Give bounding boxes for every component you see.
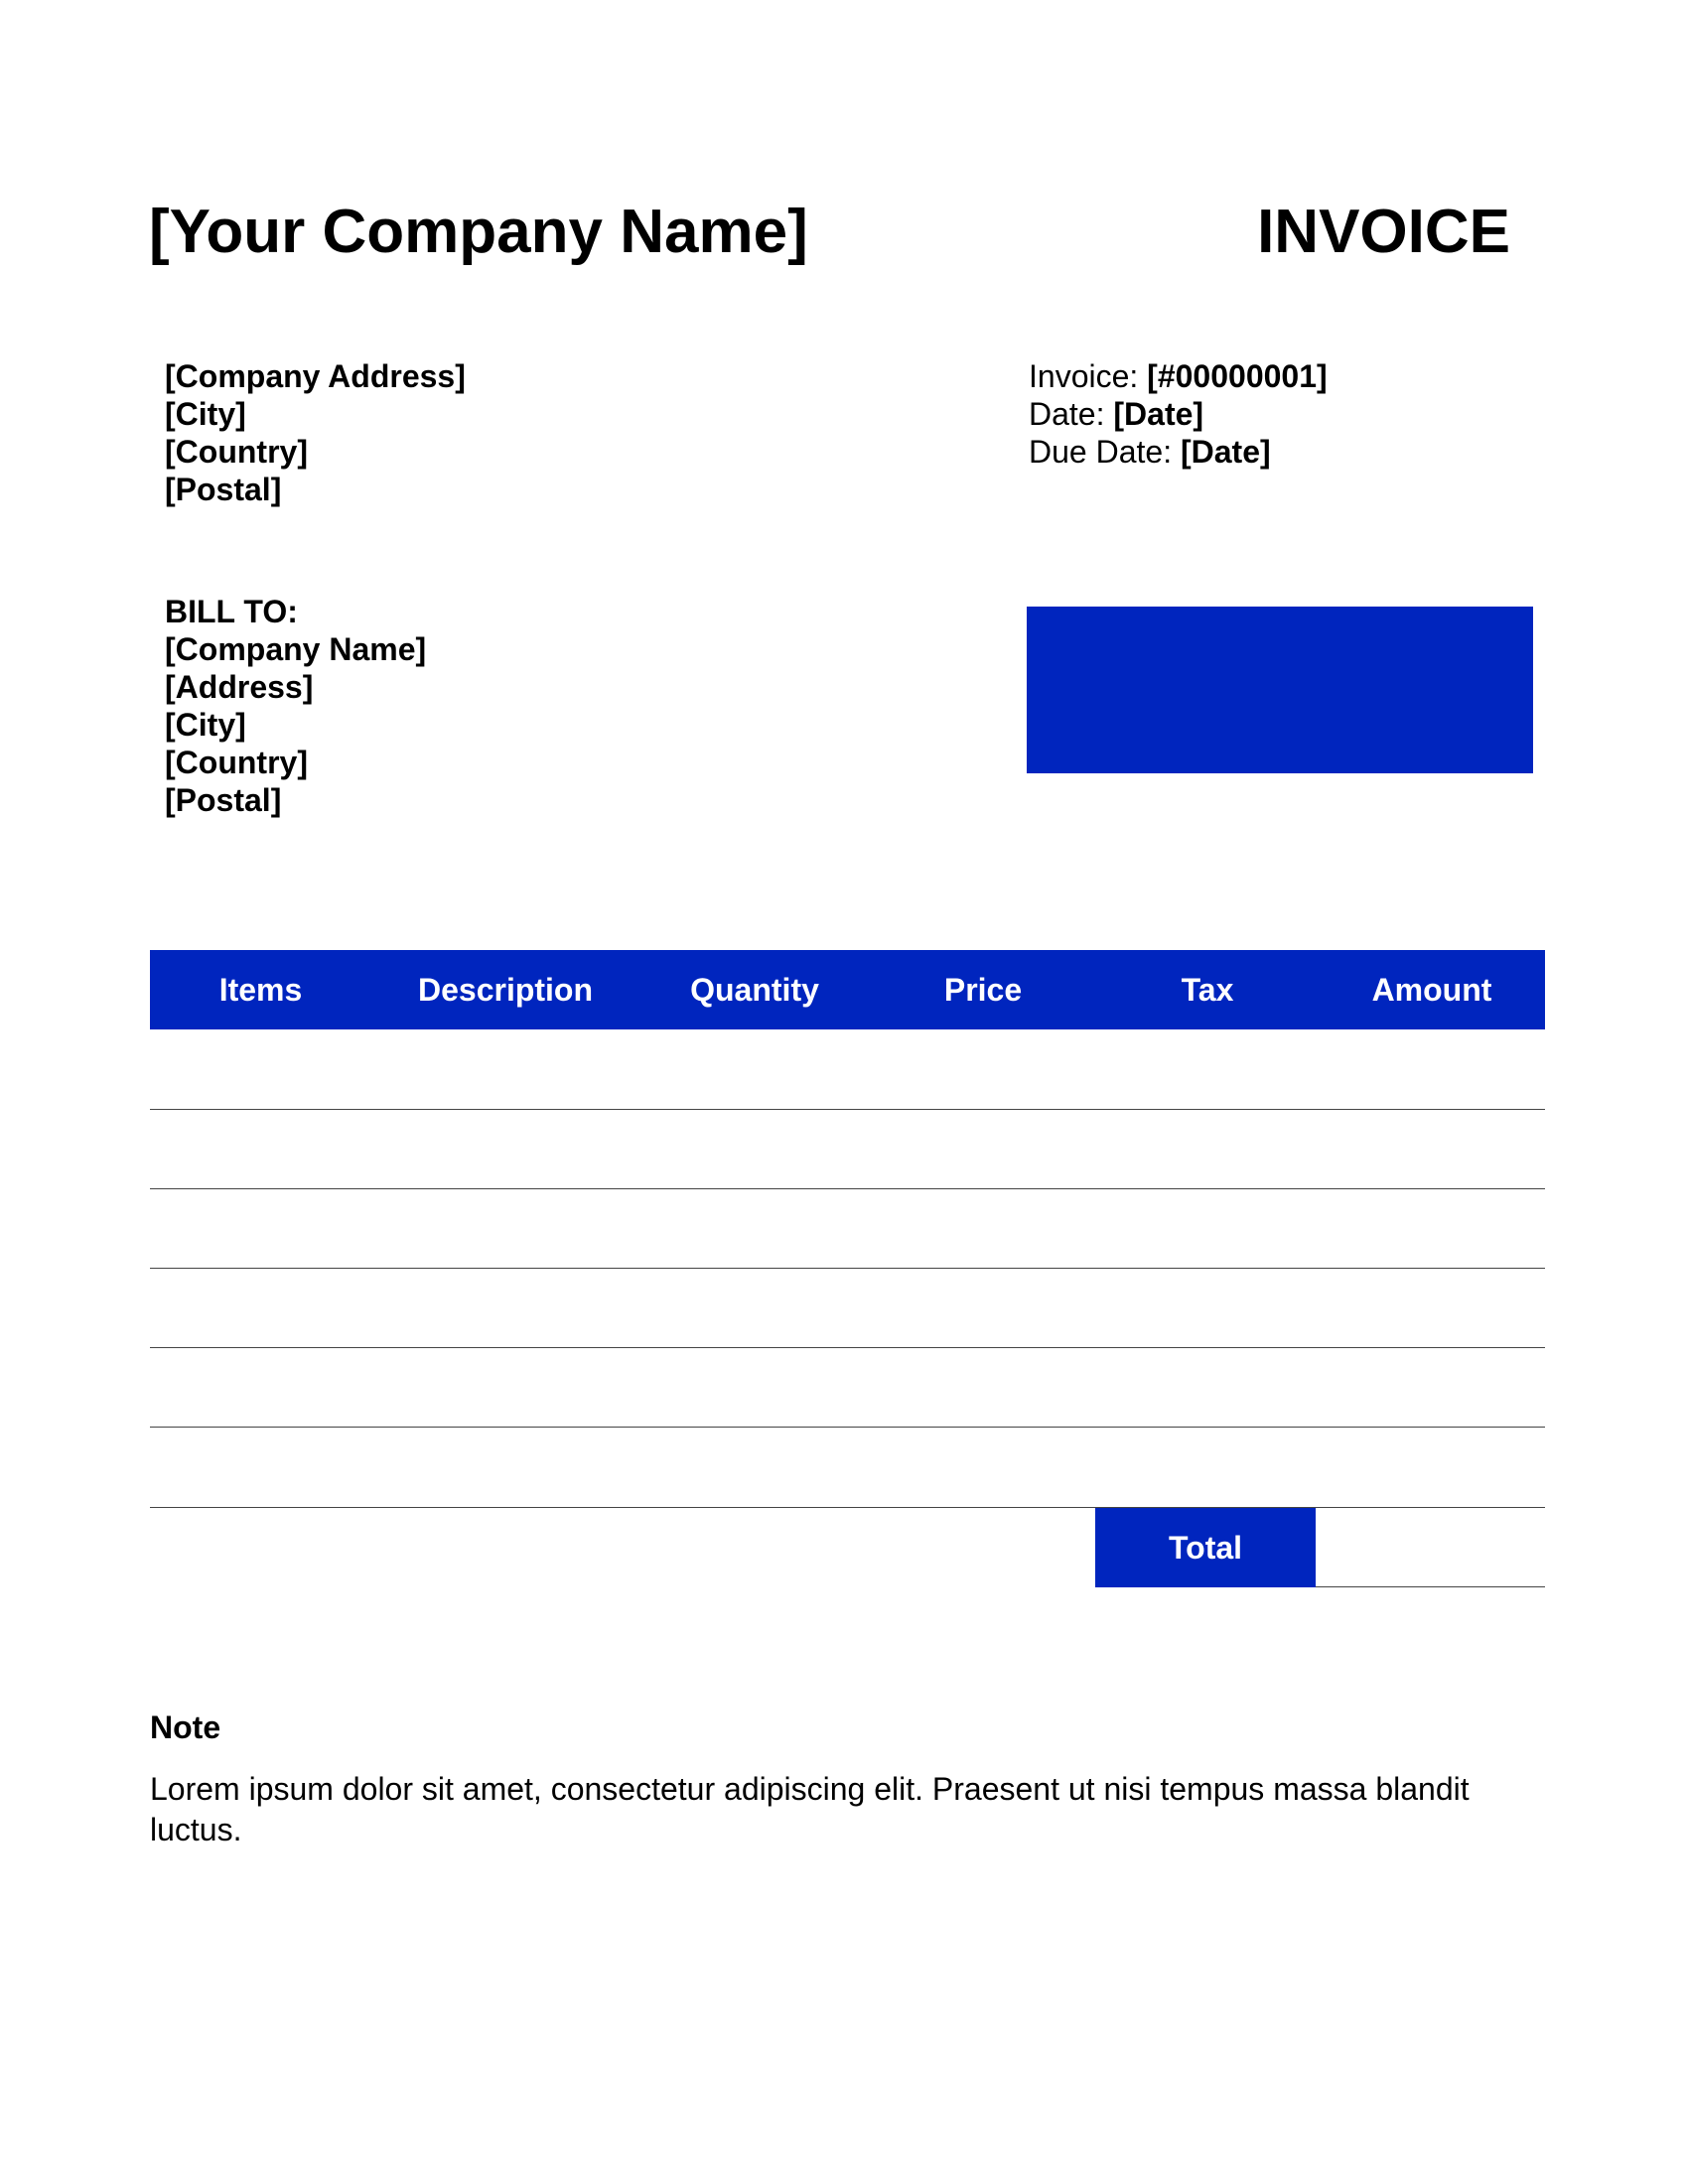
bill-to-company: [Company Name] — [165, 631, 427, 667]
due-date-line — [1029, 433, 1328, 471]
company-name: [Your Company Name] — [149, 198, 808, 266]
due-date-value: [Date] — [1180, 434, 1271, 470]
sender-postal: [Postal] — [165, 472, 282, 507]
table-row-divider — [150, 1268, 1545, 1269]
bill-to-block — [165, 593, 426, 819]
column-header-price: Price — [943, 971, 1023, 1008]
invoice-date-line — [1029, 395, 1328, 433]
note-heading: Note — [150, 1709, 221, 1745]
invoice-meta-block — [1029, 357, 1328, 471]
total-label-cell: Total — [1095, 1508, 1316, 1587]
bill-to-heading: BILL TO: — [165, 594, 298, 629]
sender-address-block — [165, 357, 466, 508]
items-table-header — [150, 950, 1545, 1029]
sender-country: [Country] — [165, 434, 308, 470]
sender-city: [City] — [165, 396, 246, 432]
table-row-divider — [150, 1109, 1545, 1110]
table-row-divider — [150, 1347, 1545, 1348]
bill-to-city: [City] — [165, 707, 246, 743]
invoice-number-value: [#00000001] — [1147, 358, 1328, 394]
accent-color-block — [1027, 607, 1533, 773]
due-date-label: Due Date: — [1029, 434, 1181, 470]
invoice-date-value: [Date] — [1113, 396, 1204, 432]
column-header-quantity: Quantity — [690, 971, 819, 1008]
table-row-divider — [150, 1188, 1545, 1189]
column-header-tax: Tax — [1181, 971, 1234, 1008]
total-value-cell — [1316, 1508, 1545, 1587]
bill-to-address: [Address] — [165, 669, 314, 705]
invoice-title: INVOICE — [1257, 198, 1510, 266]
note-text: Lorem ipsum dolor sit amet, consectetur adipiscing elit. Praesent ut nisi tempus massa blandit luctus. — [150, 1771, 1470, 1847]
invoice-number-label: Invoice: — [1029, 358, 1148, 394]
sender-address-line: [Company Address] — [165, 358, 466, 394]
table-row-divider — [150, 1427, 1545, 1428]
invoice-date-label: Date: — [1029, 396, 1114, 432]
column-header-description: Description — [417, 971, 594, 1008]
column-header-items: Items — [218, 971, 303, 1008]
invoice-number-line — [1029, 357, 1328, 395]
bill-to-country: [Country] — [165, 745, 308, 780]
column-header-amount: Amount — [1371, 971, 1492, 1008]
bill-to-postal: [Postal] — [165, 782, 282, 818]
